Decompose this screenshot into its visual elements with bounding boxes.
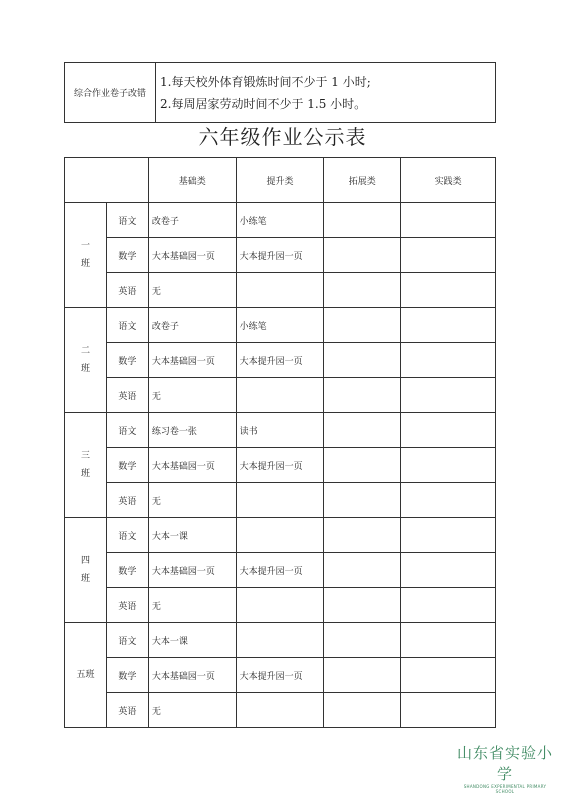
class-name-cell [65,518,107,623]
extend-task-cell [324,448,401,483]
extend-task-cell [324,483,401,518]
advance-task-cell: 大本提升园一页 [236,553,324,588]
extend-task-cell [324,553,401,588]
practice-task-cell [401,623,496,658]
extend-task-cell [324,623,401,658]
practice-task-cell [401,203,496,238]
extend-task-cell [324,693,401,728]
advance-task-cell [236,378,324,413]
basic-task-cell: 大本基础园一页 [148,343,236,378]
advance-task-cell [236,273,324,308]
table-row [65,483,496,518]
subject-cell: 语文 [106,623,148,658]
top-lines-cell [156,63,496,123]
subject-cell: 英语 [106,588,148,623]
class-name-cell [65,203,107,308]
top-line-1: 1.每天校外体育锻炼时间不少于 1 小时; [160,74,371,89]
basic-task-cell: 无 [148,693,236,728]
table-row [65,308,496,343]
extend-task-cell [324,413,401,448]
class-name-top: 一 [80,241,90,251]
table-row [65,448,496,483]
class-name-bottom: 班 [80,364,90,374]
header-basic: 基础类 [148,158,236,203]
practice-task-cell [401,518,496,553]
class-name-bottom: 班 [80,469,90,479]
basic-task-cell: 无 [148,588,236,623]
class-name-bottom: 班 [80,259,90,269]
header-practice: 实践类 [401,158,496,203]
table-row [65,203,496,238]
extend-task-cell [324,588,401,623]
table-row [65,518,496,553]
advance-task-cell: 读书 [236,413,324,448]
class-name-cell [65,623,107,728]
class-name-top: 四 [80,556,90,566]
practice-task-cell [401,238,496,273]
subject-cell: 英语 [106,273,148,308]
subject-cell: 英语 [106,483,148,518]
basic-task-cell: 大本基础园一页 [148,553,236,588]
table-row [65,693,496,728]
practice-task-cell [401,448,496,483]
basic-task-cell: 大本一课 [148,518,236,553]
subject-cell: 语文 [106,308,148,343]
class-name-top: 三 [80,451,90,461]
advance-task-cell [236,623,324,658]
advance-task-cell [236,483,324,518]
class-name-cell [65,308,107,413]
header-empty-cell [65,158,149,203]
subject-cell: 数学 [106,448,148,483]
basic-task-cell: 改卷子 [148,308,236,343]
subject-cell: 数学 [106,553,148,588]
basic-task-cell: 无 [148,483,236,518]
practice-task-cell [401,483,496,518]
basic-task-cell: 无 [148,378,236,413]
extend-task-cell [324,238,401,273]
table-row [65,553,496,588]
table-row [65,343,496,378]
basic-task-cell: 大本基础园一页 [148,238,236,273]
header-extend: 拓展类 [324,158,401,203]
subject-cell: 英语 [106,693,148,728]
table-row [65,588,496,623]
advance-task-cell [236,588,324,623]
homework-table [64,157,496,728]
table-header-row [65,158,496,203]
table-row [65,273,496,308]
table-row [65,413,496,448]
practice-task-cell [401,658,496,693]
advance-task-cell: 小练笔 [236,203,324,238]
table-body [65,203,496,728]
extend-task-cell [324,658,401,693]
header-advance: 提升类 [236,158,324,203]
basic-task-cell: 大本基础园一页 [148,448,236,483]
extend-task-cell [324,308,401,343]
subject-cell: 语文 [106,518,148,553]
advance-task-cell: 小练笔 [236,308,324,343]
table-row [65,378,496,413]
practice-task-cell [401,553,496,588]
advance-task-cell: 大本提升园一页 [236,343,324,378]
extend-task-cell [324,273,401,308]
basic-task-cell: 改卷子 [148,203,236,238]
logo-chinese-name: 山东省实验小学 [456,744,553,783]
advance-task-cell: 大本提升园一页 [236,658,324,693]
practice-task-cell [401,588,496,623]
subject-cell: 数学 [106,238,148,273]
logo-english-name: SHANDONG EXPERIMENTAL PRIMARY SCHOOL [463,784,547,794]
basic-task-cell: 大本基础园一页 [148,658,236,693]
basic-task-cell: 练习卷一张 [148,413,236,448]
subject-cell: 英语 [106,378,148,413]
table-row [65,238,496,273]
top-summary-table [64,62,496,123]
page-title: 六年级作业公示表 [198,125,367,149]
basic-task-cell: 大本一课 [148,623,236,658]
advance-task-cell [236,693,324,728]
extend-task-cell [324,378,401,413]
practice-task-cell [401,693,496,728]
subject-cell: 数学 [106,343,148,378]
practice-task-cell [401,273,496,308]
advance-task-cell [236,518,324,553]
practice-task-cell [401,378,496,413]
class-name-top: 二 [80,346,90,356]
class-name-bottom: 班 [80,574,90,584]
class-name-top: 五班 [76,670,95,680]
practice-task-cell [401,308,496,343]
extend-task-cell [324,343,401,378]
top-label: 综合作业卷子改错 [65,63,156,123]
advance-task-cell: 大本提升园一页 [236,238,324,273]
practice-task-cell [401,413,496,448]
extend-task-cell [324,203,401,238]
school-logo [455,742,555,794]
table-row [65,658,496,693]
practice-task-cell [401,343,496,378]
extend-task-cell [324,518,401,553]
table-row [65,623,496,658]
subject-cell: 语文 [106,413,148,448]
advance-task-cell: 大本提升园一页 [236,448,324,483]
basic-task-cell: 无 [148,273,236,308]
class-name-cell [65,413,107,518]
subject-cell: 语文 [106,203,148,238]
subject-cell: 数学 [106,658,148,693]
top-line-2: 2.每周居家劳动时间不少于 1.5 小时。 [160,96,367,111]
